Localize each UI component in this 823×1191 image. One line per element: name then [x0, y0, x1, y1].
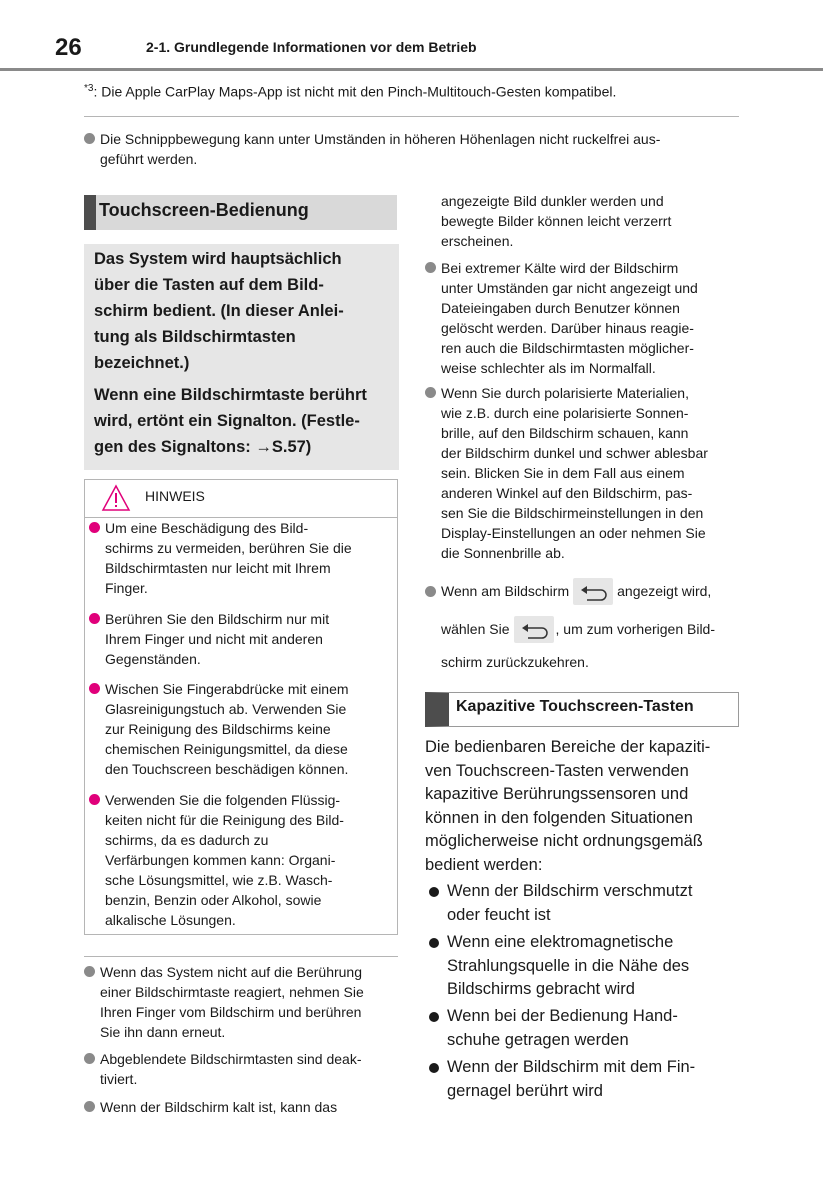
- note-text: angezeigt wird,: [617, 583, 712, 599]
- section-body: [425, 736, 745, 877]
- back-button-icon: [573, 578, 613, 605]
- footnote-mark: *3: [84, 83, 94, 94]
- notice-item: [89, 679, 389, 779]
- note-line: Wenn der Bildschirm kalt ist, kann das: [100, 1099, 338, 1115]
- notice-item: [89, 790, 389, 930]
- body-line: möglicherweise nicht ordnungsgemäß: [425, 832, 703, 850]
- note-item: [84, 962, 400, 1042]
- bullet-icon: [84, 1053, 95, 1064]
- list-line: gernagel berührt wird: [447, 1081, 603, 1100]
- intro-line: schirm bedient. (In dieser Anlei-: [94, 302, 344, 320]
- bullet-icon: [84, 133, 95, 144]
- note-snap-gesture: [84, 129, 744, 169]
- notice-line: schirms, da es dadurch zu: [105, 832, 269, 848]
- notice-line: chemischen Reinigungsmittel, da diese: [105, 741, 348, 757]
- note-line: gelöscht werden. Darüber hinaus reagie-: [441, 320, 694, 336]
- list-line: oder feucht ist: [447, 905, 551, 924]
- intro-paragraph: [94, 246, 389, 376]
- note-text: Wenn am Bildschirm: [441, 583, 570, 599]
- intro-line: bezeichnet.): [94, 354, 190, 372]
- note-line: die Sonnenbrille ab.: [441, 545, 565, 561]
- note-continuation: [441, 191, 741, 251]
- notice-line: Verwenden Sie die folgenden Flüssig-: [105, 792, 341, 808]
- notice-title: HINWEIS: [145, 488, 205, 504]
- note-line: tiviert.: [100, 1071, 138, 1087]
- bullet-icon: [429, 1012, 439, 1022]
- notice-box: [84, 479, 398, 935]
- note-line: [425, 576, 745, 606]
- note-line: anderen Winkel auf den Bildschirm, pas-: [441, 485, 693, 501]
- bullet-icon: [84, 1101, 95, 1112]
- notice-line: Finger.: [105, 580, 148, 596]
- notice-item: [89, 518, 389, 598]
- intro-line: wird, ertönt ein Signalton. (Festle-: [94, 412, 360, 430]
- note-line: sein. Blicken Sie in dem Fall aus einem: [441, 465, 685, 481]
- divider: [84, 116, 739, 117]
- list-item: [425, 931, 745, 1002]
- note-line: Wenn das System nicht auf die Berührung: [100, 964, 363, 980]
- note-line: weise schlechter als im Normalfall.: [441, 360, 656, 376]
- notice-line: benzin, Benzin oder Alkohol, sowie: [105, 892, 322, 908]
- bullet-icon: [429, 887, 439, 897]
- note-item: [425, 258, 741, 378]
- intro-line: Wenn eine Bildschirmtaste berührt: [94, 386, 367, 404]
- note-line: [425, 614, 745, 644]
- notice-line: sche Lösungsmittel, wie z.B. Wasch-: [105, 872, 333, 888]
- note-line: schirm zurückzukehren.: [441, 654, 589, 670]
- warning-icon: [101, 484, 131, 512]
- note-item: [84, 1049, 400, 1089]
- note-line: Display-Einstellungen an oder nehmen Sie: [441, 525, 706, 541]
- body-line: kapazitive Berührungssensoren und: [425, 785, 689, 803]
- intro-line: gen des Signaltons: →S.57): [94, 438, 312, 456]
- note-line: Dateieingaben durch Benutzer können: [441, 300, 680, 316]
- intro-paragraph: [94, 382, 389, 460]
- bullet-icon: [429, 1063, 439, 1073]
- note-line: brille, auf den Bildschirm schauen, kann: [441, 425, 689, 441]
- note-line: Ihren Finger vom Bildschirm und berühren: [100, 1004, 362, 1020]
- bullet-icon: [89, 683, 100, 694]
- note-text: wählen Sie: [441, 621, 510, 637]
- note-line: Abgeblendete Bildschirmtasten sind deak-: [100, 1051, 362, 1067]
- note-line: unter Umständen gar nicht angezeigt und: [441, 280, 698, 296]
- bullet-icon: [429, 938, 439, 948]
- list-line: Strahlungsquelle in die Nähe des: [447, 956, 690, 975]
- notice-line: schirms zu vermeiden, berühren Sie die: [105, 540, 352, 556]
- section-title: Kapazitive Touchscreen-Tasten: [456, 698, 694, 715]
- list-line: Wenn bei der Bedienung Hand-: [447, 1007, 678, 1025]
- notice-line: Berühren Sie den Bildschirm nur mit: [105, 611, 330, 627]
- note-line: einer Bildschirmtaste reagiert, nehmen Sie: [100, 984, 364, 1000]
- intro-line: über die Tasten auf dem Bild-: [94, 276, 324, 294]
- notice-line: den Touchscreen beschädigen können.: [105, 761, 349, 777]
- notice-line: Bildschirmtasten nur leicht mit Ihrem: [105, 560, 331, 576]
- notice-line: Glasreinigungstuch ab. Verwenden Sie: [105, 701, 347, 717]
- note-line: Wenn Sie durch polarisierte Materialien,: [441, 385, 689, 401]
- note-line: geführt werden.: [100, 151, 198, 167]
- back-button-icon: [514, 616, 554, 643]
- list-line: Bildschirms gebracht wird: [447, 980, 635, 998]
- note-line: Sie ihn dann erneut.: [100, 1024, 226, 1040]
- page-number: 26: [55, 34, 82, 61]
- note-line: bewegte Bilder können leicht verzerrt: [441, 213, 672, 229]
- note-line: angezeigte Bild dunkler werden und: [441, 193, 664, 209]
- note-item: [425, 383, 741, 563]
- note-back-button: [425, 576, 745, 672]
- footnote-text: : Die Apple CarPlay Maps-App ist nicht mit den Pinch-Multitouch-Gesten kompatibel.: [93, 83, 617, 100]
- bullet-icon: [89, 794, 100, 805]
- intro-box: [84, 244, 399, 470]
- bullet-icon: [84, 966, 95, 977]
- intro-line: Das System wird hauptsächlich: [94, 250, 342, 268]
- note-line: erscheinen.: [441, 233, 514, 249]
- notice-line: Um eine Beschädigung des Bild-: [105, 520, 309, 536]
- notice-line: Wischen Sie Fingerabdrücke mit einem: [105, 681, 349, 697]
- notice-line: Gegenständen.: [105, 651, 201, 667]
- header-rule: [0, 68, 823, 71]
- intro-line: tung als Bildschirmtasten: [94, 328, 296, 346]
- notice-line: keiten nicht für die Reinigung des Bild-: [105, 812, 344, 828]
- bullet-icon: [425, 586, 436, 597]
- note-line: Die Schnippbewegung kann unter Umständen in höheren Höhenlagen nicht ruckelfrei aus-: [100, 131, 661, 147]
- list-item: [425, 1056, 745, 1103]
- section-heading-touchscreen: [84, 195, 397, 230]
- section-title: Touchscreen-Bedienung: [99, 200, 309, 220]
- footnote: [84, 79, 616, 102]
- notice-item: [89, 609, 389, 669]
- notice-line: alkalische Lösungen.: [105, 912, 236, 928]
- bullet-icon: [89, 613, 100, 624]
- divider: [84, 956, 398, 957]
- body-line: Die bedienbaren Bereiche der kapaziti-: [425, 738, 711, 756]
- list-item: [425, 880, 745, 927]
- bullet-icon: [425, 387, 436, 398]
- note-line: der Bildschirm dunkel und schwer ablesbar: [441, 445, 708, 461]
- list-line: Wenn eine elektromagnetische: [447, 933, 674, 951]
- body-line: bedient werden:: [425, 855, 543, 874]
- list-line: schuhe getragen werden: [447, 1030, 629, 1049]
- running-head: 2-1. Grundlegende Informationen vor dem Betrieb: [146, 39, 477, 55]
- note-text: , um zum vorherigen Bild-: [555, 621, 716, 637]
- list-line: Wenn der Bildschirm verschmutzt: [447, 882, 693, 900]
- section-heading-capacitive: [425, 692, 739, 727]
- note-line: sen Sie die Bildschirmeinstellungen in den: [441, 505, 704, 521]
- list-item: [425, 1005, 745, 1052]
- body-line: können in den folgenden Situationen: [425, 808, 693, 827]
- bullet-icon: [89, 522, 100, 533]
- notice-line: Ihrem Finger und nicht mit anderen: [105, 631, 323, 647]
- notice-line: zur Reinigung des Bildschirms keine: [105, 721, 331, 737]
- note-line: ren auch die Bildschirmtasten möglicher-: [441, 340, 694, 356]
- body-line: ven Touchscreen-Tasten verwenden: [425, 761, 689, 780]
- list-line: Wenn der Bildschirm mit dem Fin-: [447, 1058, 696, 1076]
- note-line: wie z.B. durch eine polarisierte Sonnen-: [441, 405, 689, 421]
- notice-line: Verfärbungen kommen kann: Organi-: [105, 852, 336, 868]
- bullet-icon: [425, 262, 436, 273]
- note-line: Bei extremer Kälte wird der Bildschirm: [441, 260, 679, 276]
- note-item: [84, 1097, 400, 1117]
